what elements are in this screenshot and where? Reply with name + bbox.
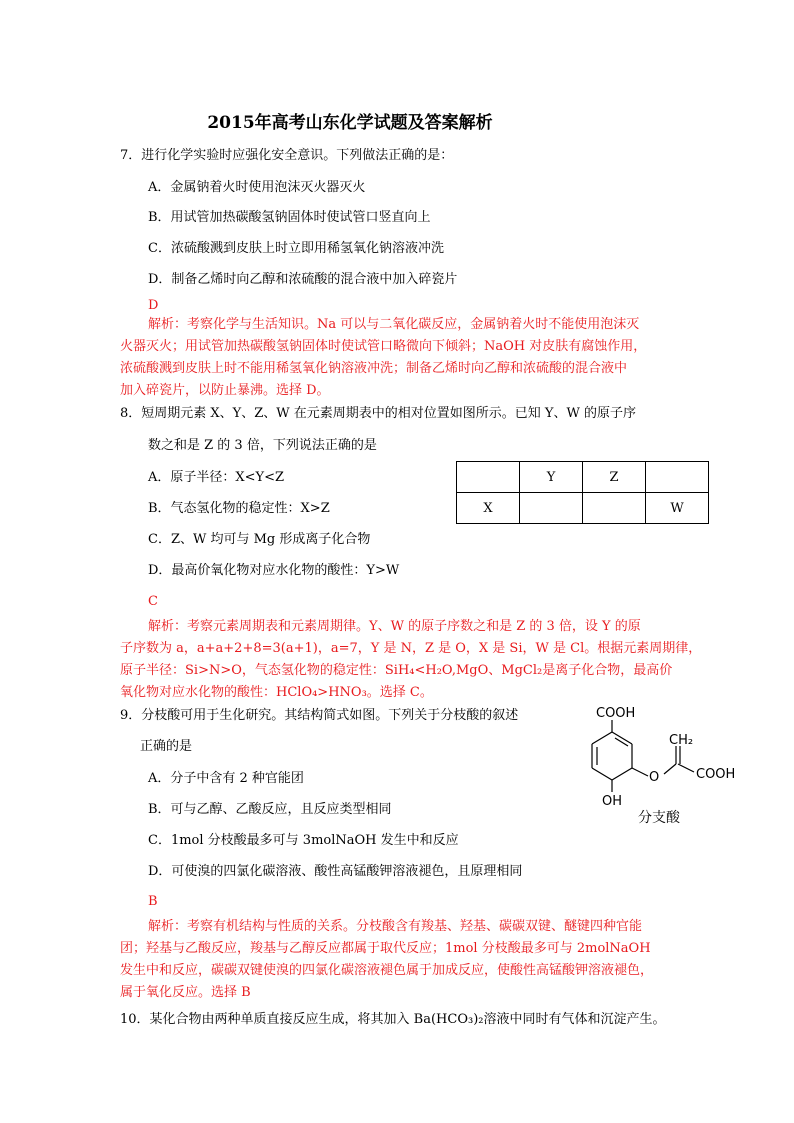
periodic-table-fragment <box>456 461 709 524</box>
q9-option-b: B．可与乙醇、乙酸反应，且反应类型相同 <box>148 802 392 817</box>
q7-option-a: A．金属钠着火时使用泡沫灭火器灭火 <box>148 180 366 195</box>
q7-answer: D <box>148 298 159 313</box>
q9-stem-2: 正确的是 <box>140 739 193 754</box>
q8-analysis-line: 原子半径：Si>N>O，气态氢化物的稳定性：SiH₄<H₂O,MgO、MgCl₂是离子化合物，最高价 <box>120 663 673 678</box>
q8-answer: C <box>148 594 158 609</box>
q7-analysis-line: 加入碎瓷片，以防止暴沸。选择 D。 <box>120 383 330 398</box>
q9-analysis-line: 解析：考察有机结构与性质的关系。分枝酸含有羧基、羟基、碳碳双键、醚键四种官能 <box>148 919 643 934</box>
q9-analysis-line: 发生中和反应，碳碳双键使溴的四氯化碳溶液褪色属于加成反应，使酸性高锰酸钾溶液褪色， <box>120 963 654 978</box>
table-cell <box>457 462 520 493</box>
q8-analysis <box>120 616 702 704</box>
q9-analysis-line: 属于氧化反应。选择 B <box>120 985 251 1000</box>
table-cell <box>646 462 709 493</box>
table-row <box>457 462 709 493</box>
cooh-right-label: COOH <box>696 767 736 782</box>
ether-oxygen-label: O <box>649 770 660 785</box>
q7-option-b: B．用试管加热碳酸氢钠固体时使试管口竖直向上 <box>148 210 431 225</box>
cooh-top-label: COOH <box>596 706 636 721</box>
chorismic-acid-structure <box>560 700 750 830</box>
q9-analysis-line: 团；羟基与乙酸反应，羧基与乙醇反应都属于取代反应；1mol 分枝酸最多可与 2molNaOH <box>120 941 651 956</box>
q9-stem-1: 9．分枝酸可用于生化研究。其结构简式如图。下列关于分枝酸的叙述 <box>120 708 519 723</box>
q7-stem: 7．进行化学实验时应强化安全意识。下列做法正确的是： <box>120 148 454 163</box>
q8-stem-1: 8．短周期元素 X、Y、Z、W 在元素周期表中的相对位置如图所示。已知 Y、W 的原子序 <box>120 406 636 421</box>
q8-analysis-line: 子序数为 a，a+a+2+8=3(a+1)，a=7，Y 是 N，Z 是 O，X 是 Si，W 是 Cl。根据元素周期律， <box>120 641 702 656</box>
q10-stem: 10．某化合物由两种单质直接反应生成，将其加入 Ba(HCO₃)₂溶液中同时有气体和沉淀产生。 <box>120 1012 666 1027</box>
q8-option-c: C．Z、W 均可与 Mg 形成离子化合物 <box>148 532 371 547</box>
q9-option-a: A．分子中含有 2 种官能团 <box>148 771 304 786</box>
q7-analysis-line: 解析：考察化学与生活知识。Na 可以与二氧化碳反应，金属钠着火时不能使用泡沫灭 <box>148 317 640 332</box>
structure-caption: 分支酸 <box>638 810 680 826</box>
q9-option-c: C．1mol 分枝酸最多可与 3molNaOH 发生中和反应 <box>148 833 459 848</box>
table-cell: X <box>457 493 520 524</box>
q7-analysis-line: 浓硫酸溅到皮肤上时不能用稀氢氧化钠溶液冲洗；制备乙烯时向乙醇和浓硫酸的混合液中 <box>120 361 628 376</box>
table-cell: Z <box>583 462 646 493</box>
table-cell: W <box>646 493 709 524</box>
q8-analysis-line: 氧化物对应水化物的酸性：HClO₄>HNO₃。选择 C。 <box>120 685 433 700</box>
q9-analysis <box>120 916 680 1004</box>
q7-analysis-line: 火器灭火；用试管加热碳酸氢钠固体时使试管口略微向下倾斜；NaOH 对皮肤有腐蚀作用， <box>120 339 647 354</box>
table-cell <box>583 493 646 524</box>
table-cell <box>520 493 583 524</box>
q9-option-d: D．可使溴的四氯化碳溶液、酸性高锰酸钾溶液褪色，且原理相同 <box>148 864 523 879</box>
q8-option-a: A．原子半径：X<Y<Z <box>148 470 285 485</box>
q8-option-d: D．最高价氧化物对应水化物的酸性：Y>W <box>148 563 400 578</box>
q8-option-b: B．气态氢化物的稳定性：X>Z <box>148 501 330 516</box>
ch2-label: CH₂ <box>669 733 694 748</box>
q8-analysis-line: 解析：考察元素周期表和元素周期律。Y、W 的原子序数之和是 Z 的 3 倍，设 Y 的原 <box>148 619 641 634</box>
page-title: 2015年高考山东化学试题及答案解析 <box>207 113 493 133</box>
q8-stem-2: 数之和是 Z 的 3 倍，下列说法正确的是 <box>148 438 377 453</box>
q7-option-c: C．浓硫酸溅到皮肤上时立即用稀氢氧化钠溶液冲洗 <box>148 241 444 256</box>
table-row <box>457 493 709 524</box>
q7-analysis <box>120 314 680 402</box>
oh-label: OH <box>602 794 623 809</box>
q7-option-d: D．制备乙烯时向乙醇和浓硫酸的混合液中加入碎瓷片 <box>148 272 458 287</box>
table-cell: Y <box>520 462 583 493</box>
q9-answer: B <box>148 894 158 909</box>
